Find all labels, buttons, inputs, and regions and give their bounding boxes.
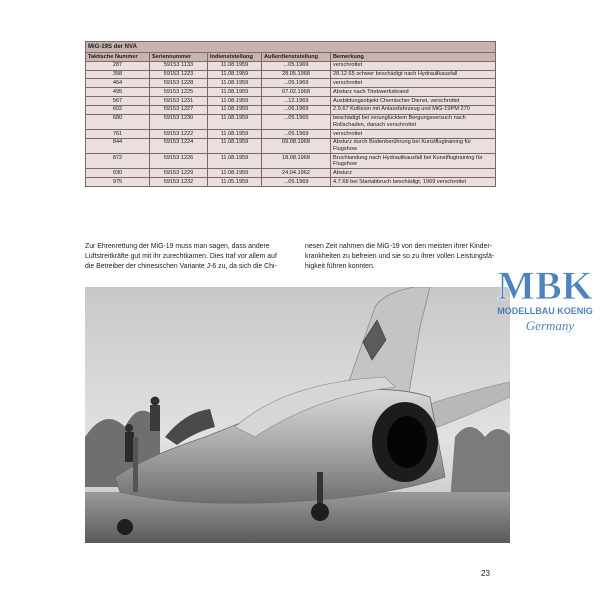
table-cell: ...12.1969: [262, 96, 331, 105]
table-cell: 28.12.65 schwer beschädigt nach Hydraulikausfall: [331, 70, 496, 79]
photo-ground-crew-2: [125, 432, 134, 462]
table-cell: 59153 1232: [150, 178, 208, 187]
table-row: [86, 169, 496, 178]
table-cell: 59153 1229: [150, 169, 208, 178]
table-cell: beschädigt bei verunglücktem Bergungsversuch nach Rollschaden, danach verschrottet: [331, 114, 496, 129]
table-cell: 11.08.1959: [208, 105, 262, 114]
photo-trees-right: [450, 427, 510, 502]
table-header-row: [86, 53, 496, 62]
table-cell: 11.05.1959: [208, 178, 262, 187]
table-row: [86, 114, 496, 129]
table-cell: 11.08.1959: [208, 96, 262, 105]
table-cell: 11.08.1959: [208, 114, 262, 129]
table-cell: 28.05.1968: [262, 70, 331, 79]
table-row: [86, 79, 496, 88]
photo-ladder: [133, 437, 138, 492]
table-cell: 358: [86, 70, 150, 79]
body-text-column-left: [85, 242, 290, 272]
table-cell: 4.7.68 bei Startabbruch beschädigt, 1969 verschrottet: [331, 178, 496, 187]
table-cell: 24.04.1962: [262, 169, 331, 178]
photo-ground-crew-1-head: [151, 397, 160, 406]
table-cell: 11.08.1959: [208, 154, 262, 169]
table-cell: verschrottet: [331, 129, 496, 138]
table-cell: ...05.1969: [262, 61, 331, 70]
table-row: [86, 105, 496, 114]
col-header-bemerkung: Bemerkung: [331, 53, 496, 62]
photo-landing-gear: [317, 472, 323, 507]
table-cell: 844: [86, 138, 150, 153]
table-cell: 761: [86, 129, 150, 138]
mig19-photo: [85, 287, 510, 543]
table-cell: 11.08.1959: [208, 79, 262, 88]
table-row: [86, 138, 496, 153]
table-cell: ...06.1969: [262, 105, 331, 114]
body-line: krankheiten zu befreien und sie so zu ihrer vollen Leistungsfä-: [305, 253, 495, 260]
col-header-seriennummer: Seriennummer: [150, 53, 208, 62]
table-title-row: [86, 42, 496, 53]
table-cell: ...05.1965: [262, 114, 331, 129]
photo-ground-crew-2-head: [125, 424, 133, 432]
logo-title: MBK: [497, 263, 593, 308]
photo-exhaust-inner: [387, 416, 427, 468]
table-cell: 09.08.1968: [262, 138, 331, 153]
table-cell: 11.08.1959: [208, 129, 262, 138]
photo-ground-crew-1: [150, 405, 160, 431]
table-cell: 287: [86, 61, 150, 70]
table-cell: 872: [86, 154, 150, 169]
logo-subtitle: MODELLBAU KOENIG: [497, 306, 593, 316]
body-line: Zur Ehrenrettung der MiG-19 muss man sagen, dass andere: [85, 243, 270, 250]
body-text-column-right: [305, 242, 510, 272]
table-cell: 602: [86, 105, 150, 114]
table-cell: 59153 1230: [150, 114, 208, 129]
table-cell: 07.02.1968: [262, 88, 331, 97]
table-cell: verschrottet: [331, 79, 496, 88]
table-row: [86, 96, 496, 105]
body-line: Luftstreitkräfte gut mit ihr zurechtkamen. Dies traf vor allem auf: [85, 253, 277, 260]
table-cell: verschrottet: [331, 61, 496, 70]
nva-mig19s-table-wrap: [85, 41, 495, 187]
table-body: [86, 61, 496, 186]
table-cell: Ausbildungsobjekt Chemischer Dienst, verschrottet: [331, 96, 496, 105]
table-cell: 11.08.1959: [208, 169, 262, 178]
nva-mig19s-table: [85, 41, 496, 187]
table-cell: 930: [86, 169, 150, 178]
table-row: [86, 129, 496, 138]
col-header-ausserdienststellung: Außerdienststellung: [262, 53, 331, 62]
col-header-indienststellung: Indienststellung: [208, 53, 262, 62]
table-cell: 59153 1223: [150, 70, 208, 79]
table-cell: 59153 1225: [150, 88, 208, 97]
table-cell: ...05.1969: [262, 178, 331, 187]
logo-country: Germany: [525, 318, 575, 333]
table-cell: 59153 1224: [150, 138, 208, 153]
table-row: [86, 88, 496, 97]
table-cell: 11.08.1959: [208, 138, 262, 153]
table-cell: Absturz nach Triebwerksbrand: [331, 88, 496, 97]
page-number: 23: [481, 569, 490, 578]
table-cell: Absturz: [331, 169, 496, 178]
table-cell: 18.08.1968: [262, 154, 331, 169]
table-row: [86, 61, 496, 70]
body-line: nesen Zeit nahmen die MiG-19 von den meisten ihrer Kinder-: [305, 243, 492, 250]
table-cell: 59153 1228: [150, 79, 208, 88]
table-row: [86, 70, 496, 79]
table-cell: 59153 1231: [150, 96, 208, 105]
table-row: [86, 154, 496, 169]
photo-wheel-main: [311, 503, 329, 521]
col-header-taktische-nummer: Taktische Nummer: [86, 53, 150, 62]
table-cell: 59153 1226: [150, 154, 208, 169]
table-cell: 464: [86, 79, 150, 88]
table-title: MiG-19S der NVA: [86, 42, 496, 53]
table-cell: Absturz durch Bodenberührung bei Kunstflugtraining für Flugshow: [331, 138, 496, 153]
table-cell: 2.9.67 Kollision mit Anlassfahrzeug und MiG-19PM 270: [331, 105, 496, 114]
body-line: die Betreiber der chinesischen Variante J-6 zu, da sich die Chi-: [85, 263, 277, 270]
table-cell: ...05.1969: [262, 79, 331, 88]
table-cell: 495: [86, 88, 150, 97]
table-cell: 975: [86, 178, 150, 187]
table-cell: 680: [86, 114, 150, 129]
body-line: higkeit führen konnten.: [305, 263, 375, 270]
table-cell: ...05.1969: [262, 129, 331, 138]
photo-wheel-nose: [117, 519, 133, 535]
table-cell: 567: [86, 96, 150, 105]
mbk-logo-watermark: [490, 263, 600, 343]
table-row: [86, 178, 496, 187]
table-cell: Bruchlandung nach Hydraulikausfall bei Kunstflugtraining für Flugshow: [331, 154, 496, 169]
table-cell: 11.08.1959: [208, 61, 262, 70]
table-cell: 59153 1227: [150, 105, 208, 114]
table-cell: 59153 1133: [150, 61, 208, 70]
table-cell: 59153 1222: [150, 129, 208, 138]
table-cell: 11.08.1959: [208, 70, 262, 79]
table-cell: 11.08.1959: [208, 88, 262, 97]
